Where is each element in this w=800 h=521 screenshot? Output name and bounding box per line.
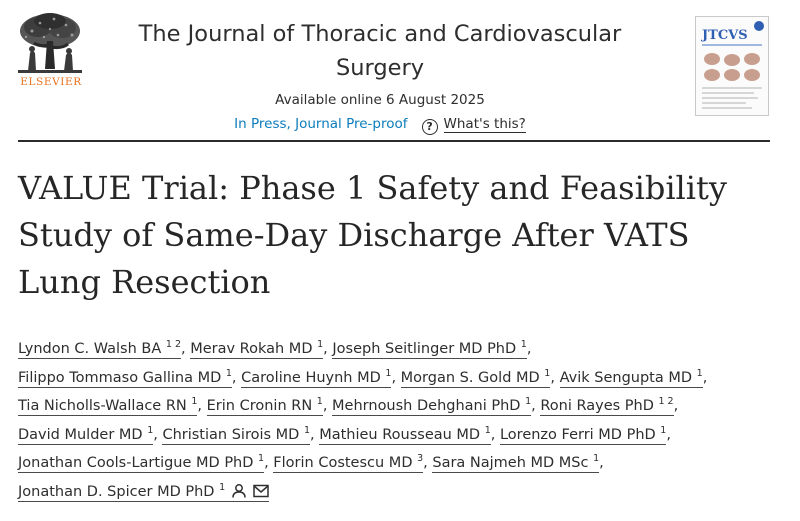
author-separator: , <box>673 398 679 414</box>
author-name: Merav Rokah MD <box>190 341 313 357</box>
affiliation-superscript[interactable]: 1 <box>385 367 392 379</box>
author-link[interactable] <box>18 341 181 359</box>
author-name: Tia Nicholls-Wallace RN <box>18 398 187 414</box>
author-name: Morgan S. Gold MD <box>400 369 540 386</box>
article-status <box>120 116 640 135</box>
author-name: Avik Sengupta MD <box>559 369 693 386</box>
journal-cover-thumbnail[interactable] <box>695 16 769 116</box>
author-link[interactable] <box>18 424 154 445</box>
author-name: David Mulder MD <box>18 426 143 443</box>
author-name: Christian Sirois MD <box>162 426 300 443</box>
author-name: Roni Rayes PhD <box>540 398 654 414</box>
author-name: Erin Cronin RN <box>206 398 313 414</box>
author-name: Lyndon C. Walsh BA <box>18 341 162 357</box>
author-link[interactable] <box>18 398 197 416</box>
author-line <box>18 478 788 507</box>
author-line <box>18 421 788 450</box>
affiliation-superscript[interactable]: 1 <box>191 396 198 407</box>
author-link[interactable] <box>207 398 323 416</box>
author-list <box>18 335 788 506</box>
author-link[interactable] <box>400 367 551 388</box>
affiliation-superscript[interactable]: 1 <box>484 424 491 436</box>
author-name: Florin Costescu MD <box>273 455 413 471</box>
question-circle-icon[interactable]: ? <box>422 119 438 135</box>
author-name: Mathieu Rousseau MD <box>319 426 481 443</box>
author-line <box>18 364 788 393</box>
affiliation-superscript[interactable]: 3 <box>417 453 424 464</box>
author-name: Joseph Seitlinger MD PhD <box>332 341 517 357</box>
author-separator: , <box>264 455 274 471</box>
author-separator: , <box>309 426 320 443</box>
author-separator: , <box>531 398 541 414</box>
author-link[interactable] <box>332 398 531 416</box>
affiliation-superscript[interactable]: 1 2 <box>165 339 181 350</box>
affiliation-superscript[interactable]: 1 <box>303 424 310 436</box>
author-link[interactable] <box>190 341 323 359</box>
publisher-name: ELSEVIER <box>20 76 82 88</box>
affiliation-superscript[interactable]: 1 <box>225 367 232 379</box>
author-separator: , <box>702 369 708 386</box>
affiliation-superscript[interactable]: 1 <box>525 396 532 407</box>
affiliation-superscript[interactable]: 1 <box>544 367 551 379</box>
author-link[interactable] <box>241 367 392 388</box>
author-separator: , <box>323 341 333 357</box>
author-separator: , <box>197 398 207 414</box>
in-press-link[interactable]: In Press, Journal Pre-proof <box>234 116 408 132</box>
whats-this-link[interactable]: What's this? <box>443 116 526 132</box>
author-separator: , <box>526 341 532 357</box>
author-separator: , <box>391 369 401 386</box>
author-line <box>18 392 788 421</box>
author-link[interactable] <box>319 424 491 445</box>
mail-icon[interactable] <box>253 484 269 498</box>
author-link[interactable] <box>162 424 310 445</box>
author-name: Sara Najmeh MD MSc <box>432 455 589 471</box>
person-icon[interactable] <box>231 484 247 498</box>
author-line <box>18 335 788 364</box>
author-separator: , <box>231 369 242 386</box>
affiliation-superscript[interactable]: 1 2 <box>658 396 674 407</box>
journal-cover-image <box>696 17 768 115</box>
author-separator: , <box>181 341 191 357</box>
author-link[interactable] <box>18 481 269 502</box>
journal-header <box>0 0 800 141</box>
author-name: Filippo Tommaso Gallina MD <box>18 369 222 386</box>
affiliation-superscript[interactable]: 1 <box>660 424 667 436</box>
affiliation-superscript[interactable]: 1 <box>317 339 324 350</box>
author-name: Lorenzo Ferri MD PhD <box>499 426 656 443</box>
author-name: Jonathan Cools-Lartigue MD PhD <box>18 455 254 471</box>
author-separator: , <box>423 455 433 471</box>
cover-title: JTCVS <box>702 28 748 43</box>
author-link[interactable] <box>499 424 667 445</box>
affiliation-superscript[interactable]: 1 <box>520 339 527 350</box>
author-separator: , <box>490 426 500 443</box>
affiliation-superscript[interactable]: 1 <box>258 453 265 464</box>
affiliation-superscript[interactable]: 1 <box>696 367 703 379</box>
article-title: VALUE Trial: Phase 1 Safety and Feasibility Study of Same-Day Discharge After VATS Lung Resection <box>18 169 727 301</box>
available-online-date: Available online 6 August 2025 <box>275 92 485 108</box>
author-link[interactable] <box>332 341 526 359</box>
author-name: Mehrnoush Dehghani PhD <box>332 398 521 414</box>
elsevier-tree-icon <box>14 11 86 75</box>
journal-title[interactable]: The Journal of Thoracic and Cardiovascular Surgery <box>138 21 622 81</box>
author-name: Jonathan D. Spicer MD PhD <box>18 483 215 500</box>
author-link[interactable] <box>18 455 264 473</box>
affiliation-superscript[interactable]: 1 <box>147 424 154 436</box>
author-separator: , <box>153 426 163 443</box>
author-separator: , <box>599 455 604 471</box>
author-link[interactable] <box>559 367 703 388</box>
author-link[interactable] <box>273 455 423 473</box>
author-link[interactable] <box>432 455 599 473</box>
author-line <box>18 449 788 478</box>
author-link[interactable] <box>18 367 232 388</box>
affiliation-superscript[interactable]: 1 <box>593 453 600 464</box>
affiliation-superscript[interactable]: 1 <box>316 396 323 407</box>
author-separator: , <box>666 426 671 443</box>
author-separator: , <box>322 398 333 414</box>
author-link[interactable] <box>540 398 673 416</box>
header-divider <box>18 140 770 142</box>
affiliation-superscript[interactable]: 1 <box>219 481 226 493</box>
author-separator: , <box>550 369 560 386</box>
author-name: Caroline Huynh MD <box>241 369 381 386</box>
